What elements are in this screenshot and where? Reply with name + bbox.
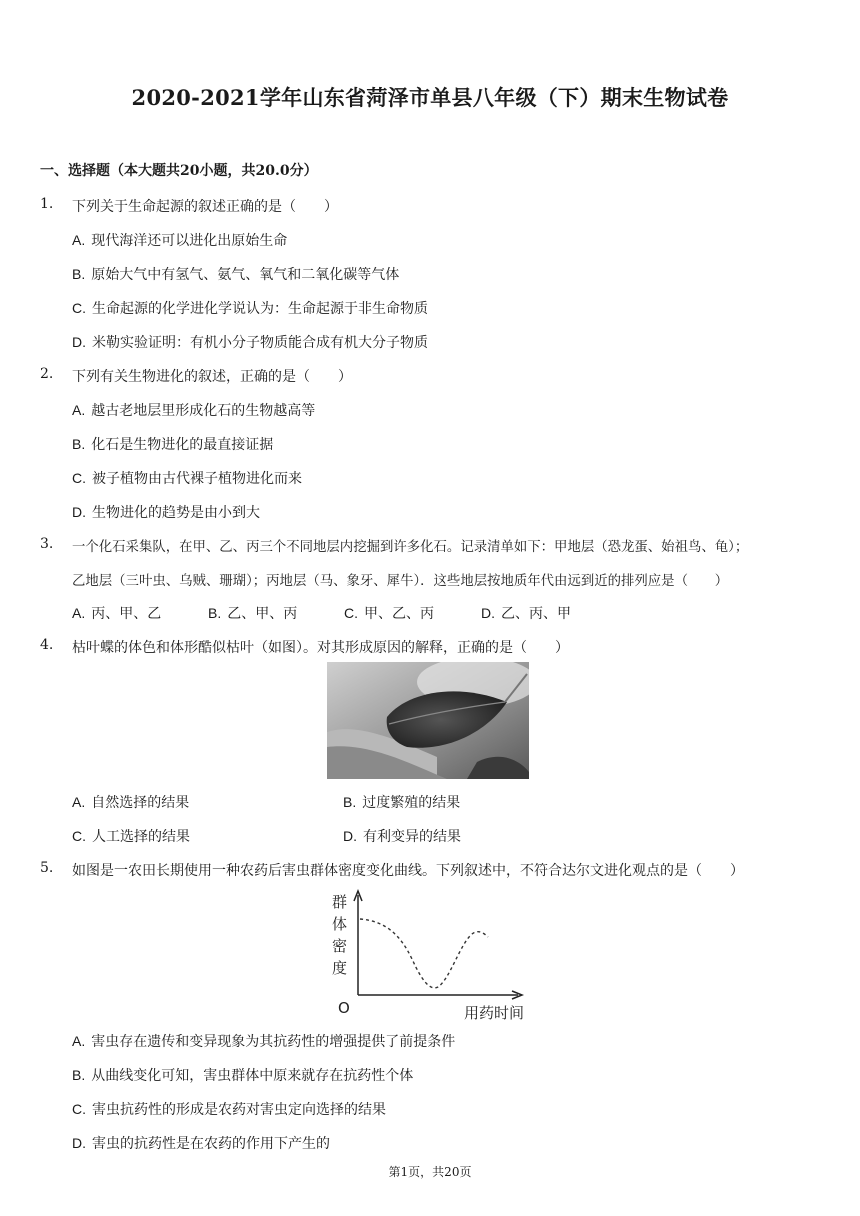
question-3-text-line2: 乙地层（三叶虫、乌贼、珊瑚）；丙地层（马、象牙、犀牛）．这些地层按地质年代由远到近的排列应是（ ） <box>72 574 729 589</box>
option-letter: C. <box>72 828 86 844</box>
option-text: 丙、甲、乙 <box>91 606 162 622</box>
question-5-text: 如图是一农田长期使用一种农药后害虫群体密度变化曲线。下列叙述中，不符合达尔文进化观点的是（ ） <box>72 863 744 879</box>
y-axis-label-char: 度 <box>332 959 348 977</box>
question-2-text: 下列有关生物进化的叙述，正确的是（ ） <box>72 369 352 385</box>
dead-leaf-butterfly-image <box>327 662 529 779</box>
page-footer: 第1页，共20页 <box>388 1165 472 1179</box>
y-axis-label-char: 群 <box>332 893 348 911</box>
question-4-option-a <box>72 792 189 812</box>
question-4-option-d <box>343 826 461 846</box>
option-text: 从曲线变化可知，害虫群体中原来就存在抗药性个体 <box>91 1068 414 1084</box>
option-letter: D. <box>343 828 357 844</box>
option-letter: B. <box>72 1067 86 1083</box>
option-text: 原始大气中有氢气、氨气、氧气和二氧化碳等气体 <box>91 267 400 283</box>
option-letter: A. <box>72 794 86 810</box>
option-text: 过度繁殖的结果 <box>362 795 461 811</box>
question-3-text-line1: 一个化石采集队，在甲、乙、丙三个不同地层内挖掘到许多化石。记录清单如下：甲地层（恐龙蛋、始祖鸟、龟）； <box>72 540 749 555</box>
question-1-option-a <box>72 230 287 250</box>
question-2-number: 2. <box>40 366 54 382</box>
question-5-option-d <box>72 1133 330 1153</box>
option-letter: A. <box>72 402 86 418</box>
question-4-option-b <box>343 792 460 812</box>
question-1-option-d <box>72 332 428 352</box>
option-text: 米勒实验证明：有机小分子物质能合成有机大分子物质 <box>92 335 428 351</box>
question-3-option-c <box>344 603 434 623</box>
density-curve <box>360 919 488 988</box>
option-letter: B. <box>72 266 86 282</box>
option-letter: C. <box>72 300 86 316</box>
section-heading: 一、选择题（本大题共20小题，共20.0分） <box>40 163 318 179</box>
option-letter: D. <box>72 1135 86 1151</box>
option-text: 有利变异的结果 <box>363 829 461 845</box>
option-letter: A. <box>72 1033 86 1049</box>
option-text: 被子植物由古代裸子植物进化而来 <box>92 471 302 487</box>
option-text: 害虫的抗药性是在农药的作用下产生的 <box>92 1136 330 1152</box>
page-title: 2020-2021学年山东省菏泽市单县八年级（下）期末生物试卷 <box>131 85 729 110</box>
option-letter: B. <box>72 436 86 452</box>
option-text: 化石是生物进化的最直接证据 <box>91 437 274 453</box>
option-letter: B. <box>208 605 222 621</box>
question-2-option-a <box>72 400 315 420</box>
question-4-number: 4. <box>40 637 54 653</box>
question-3-option-a <box>72 603 161 623</box>
question-1-option-b <box>72 264 399 284</box>
x-axis-label: 用药时间 <box>464 1004 525 1022</box>
option-letter: D. <box>72 504 86 520</box>
question-3-option-d <box>481 603 571 623</box>
option-text: 越古老地层里形成化石的生物越高等 <box>91 403 316 419</box>
question-1-number: 1. <box>40 196 54 212</box>
question-2-option-d <box>72 502 260 522</box>
option-letter: A. <box>72 232 86 248</box>
option-text: 现代海洋还可以进化出原始生命 <box>91 233 288 249</box>
option-text: 乙、甲、丙 <box>227 606 298 622</box>
option-letter: C. <box>72 470 86 486</box>
question-3-number: 3. <box>40 536 54 552</box>
option-text: 乙、丙、甲 <box>501 606 571 622</box>
option-letter: D. <box>481 605 495 621</box>
y-axis-label-char: 密 <box>332 937 348 955</box>
option-text: 人工选择的结果 <box>92 829 190 845</box>
question-2-option-c <box>72 468 302 488</box>
option-text: 自然选择的结果 <box>91 795 190 811</box>
question-4-text: 枯叶蝶的体色和体形酷似枯叶（如图）。对其形成原因的解释，正确的是（ ） <box>72 640 569 656</box>
option-letter: C. <box>72 1101 86 1117</box>
option-letter: C. <box>344 605 358 621</box>
origin-label: O <box>338 999 350 1017</box>
question-1-text: 下列关于生命起源的叙述正确的是（ ） <box>72 199 338 215</box>
option-text: 害虫抗药性的形成是农药对害虫定向选择的结果 <box>92 1102 386 1118</box>
option-text: 害虫存在遗传和变异现象为其抗药性的增强提供了前提条件 <box>91 1034 456 1050</box>
option-text: 甲、乙、丙 <box>364 606 434 622</box>
question-5-number: 5. <box>40 860 54 876</box>
y-axis-label-char: 体 <box>332 915 348 933</box>
question-5-option-c <box>72 1099 386 1119</box>
option-letter: D. <box>72 334 86 350</box>
question-5-option-a <box>72 1031 455 1051</box>
option-letter: A. <box>72 605 86 621</box>
question-1-option-c <box>72 298 428 318</box>
question-4-option-c <box>72 826 190 846</box>
option-text: 生物进化的趋势是由小到大 <box>92 505 260 521</box>
option-text: 生命起源的化学进化学说认为：生命起源于非生命物质 <box>92 301 428 317</box>
question-2-option-b <box>72 434 273 454</box>
pest-density-curve-figure <box>330 889 535 1023</box>
question-5-option-b <box>72 1065 413 1085</box>
question-3-option-b <box>208 603 297 623</box>
option-letter: B. <box>343 794 357 810</box>
